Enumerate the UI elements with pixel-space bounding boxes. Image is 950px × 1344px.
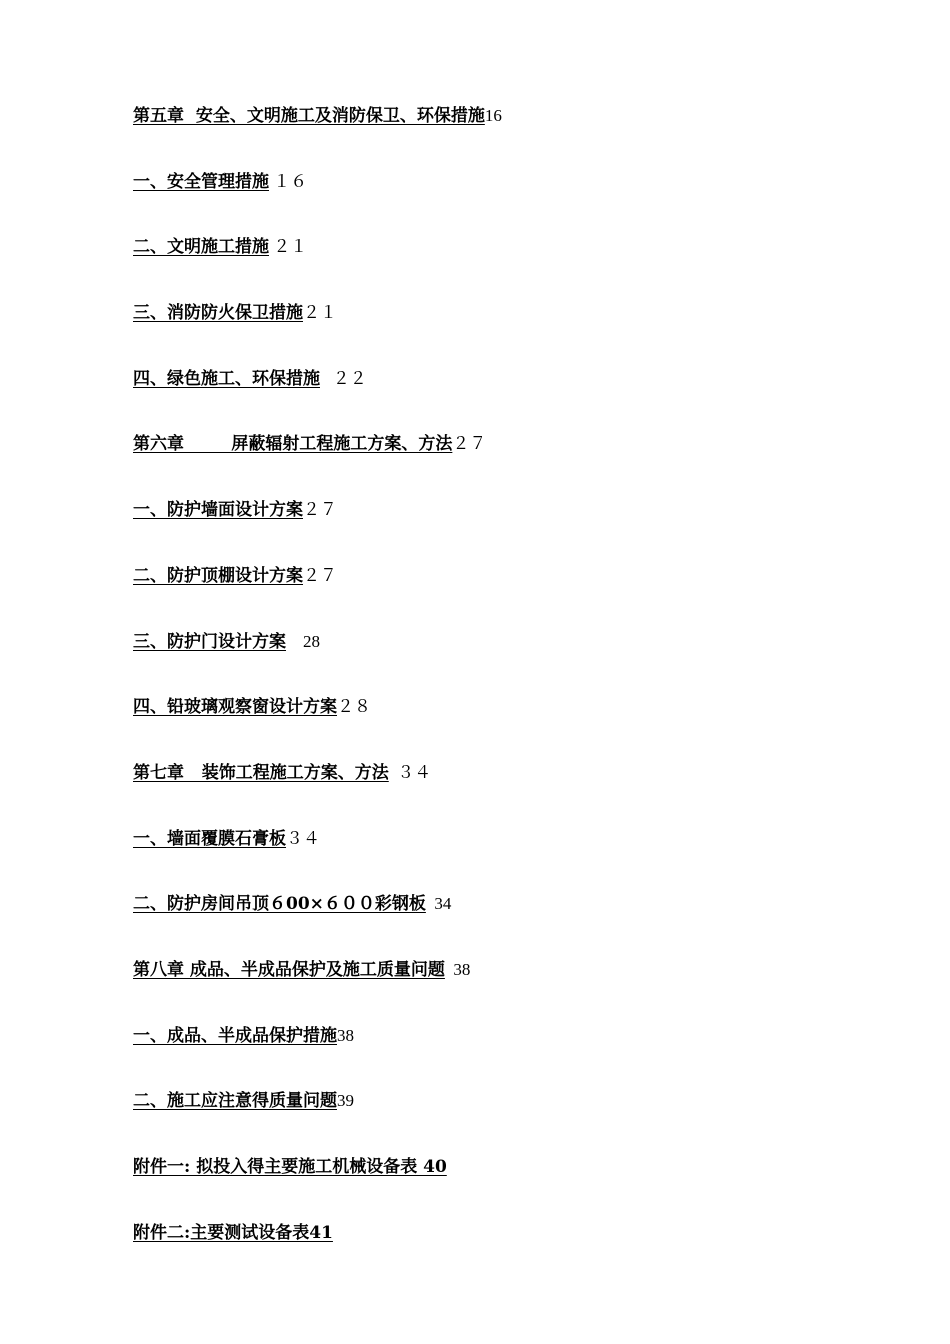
toc-entry-title: 二、施工应注意得质量问题 xyxy=(133,1091,337,1112)
toc-entry-title: 二、防护房间吊顶６00×６００彩钢板 xyxy=(133,894,426,915)
toc-entry-chapter-6[interactable] xyxy=(133,432,853,498)
toc-entry-title: 三、消防防火保卫措施 xyxy=(133,303,303,324)
toc-entry-steel-ceiling[interactable] xyxy=(133,892,853,958)
table-of-contents xyxy=(133,104,853,1286)
toc-entry-page: ２７ xyxy=(452,434,487,454)
toc-entry-title: 第八章 成品、半成品保护及施工质量问题 xyxy=(133,959,445,980)
toc-entry-page: ２１ xyxy=(269,237,308,257)
toc-entry-title: 四、绿色施工、环保措施 xyxy=(133,368,320,389)
toc-entry-page: ２７ xyxy=(303,500,337,520)
toc-entry-fire-security[interactable] xyxy=(133,301,853,367)
toc-entry-page: 38 xyxy=(337,1025,354,1045)
toc-entry-title: 三、防护门设计方案 xyxy=(133,631,286,652)
toc-entry-title: 二、文明施工措施 xyxy=(133,237,269,258)
toc-entry-page: ２２ xyxy=(320,368,367,388)
toc-entry-page: 39 xyxy=(337,1091,354,1111)
toc-entry-page: ２７ xyxy=(303,565,337,585)
toc-entry-title: 一、防护墙面设计方案 xyxy=(133,500,303,521)
toc-entry-title: 第五章 安全、文明施工及消防保卫、环保措施 xyxy=(133,106,485,126)
toc-entry-title: 一、成品、半成品保护措施 xyxy=(133,1025,337,1046)
toc-entry-lead-glass-window[interactable] xyxy=(133,695,853,761)
toc-entry-appendix-1[interactable] xyxy=(133,1155,853,1221)
toc-entry-title: 第七章 装饰工程施工方案、方法 xyxy=(133,762,389,783)
toc-entry-title: 二、防护顶棚设计方案 xyxy=(133,565,303,586)
toc-entry-protective-door[interactable] xyxy=(133,630,853,696)
toc-entry-page: 34 xyxy=(425,894,452,914)
toc-entry-protective-wall[interactable] xyxy=(133,498,853,564)
toc-entry-title: 一、墙面覆膜石膏板 xyxy=(133,828,286,849)
toc-entry-page: １６ xyxy=(269,171,308,191)
toc-entry-protective-ceiling[interactable] xyxy=(133,564,853,630)
toc-entry-page: ２１ xyxy=(303,303,337,323)
toc-entry-chapter-5[interactable] xyxy=(133,104,853,170)
toc-entry-appendix-2[interactable] xyxy=(133,1221,853,1287)
toc-entry-quality-issues[interactable] xyxy=(133,1089,853,1155)
toc-entry-page: ３４ xyxy=(388,762,432,782)
toc-entry-civilized-construction[interactable] xyxy=(133,235,853,301)
toc-entry-title: 第六章 屏蔽辐射工程施工方案、方法 xyxy=(133,434,453,455)
toc-entry-chapter-7[interactable] xyxy=(133,761,853,827)
toc-entry-page: ３４ xyxy=(286,828,320,848)
toc-entry-page: 38 xyxy=(444,959,471,979)
toc-entry-product-protection[interactable] xyxy=(133,1024,853,1090)
toc-entry-safety-management[interactable] xyxy=(133,170,853,236)
toc-entry-title: 附件二:主要测试设备表41 xyxy=(133,1222,333,1243)
toc-entry-green-construction[interactable] xyxy=(133,367,853,433)
toc-entry-page: 16 xyxy=(484,106,502,125)
toc-entry-page: 28 xyxy=(286,631,320,651)
toc-entry-gypsum-board[interactable] xyxy=(133,827,853,893)
toc-entry-title: 一、安全管理措施 xyxy=(133,171,269,192)
toc-entry-chapter-8[interactable] xyxy=(133,958,853,1024)
toc-entry-title: 附件一: 拟投入得主要施工机械设备表 40 xyxy=(133,1157,447,1177)
toc-entry-page: ２８ xyxy=(337,697,371,717)
toc-entry-title: 四、铅玻璃观察窗设计方案 xyxy=(133,697,337,718)
